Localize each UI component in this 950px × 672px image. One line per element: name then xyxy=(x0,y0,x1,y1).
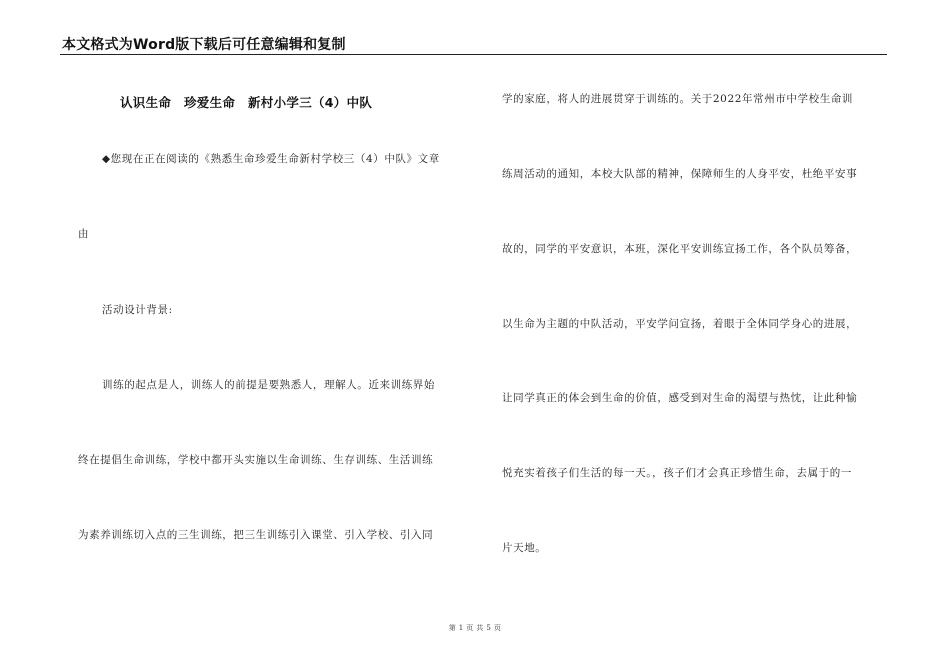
document-banner: 本文格式为Word版下载后可任意编辑和复制 xyxy=(62,37,346,53)
right-line-4: 以生命为主题的中队活动，平安学问宣扬，着眼于全体同学身心的进展， xyxy=(502,318,858,330)
right-line-5: 让同学真正的体会到生命的价值，感受到对生命的渴望与热忱，让此种愉 xyxy=(502,392,858,404)
page-number: 第 1 页 共 5 页 xyxy=(448,624,502,632)
left-line-3: 活动设计背景: xyxy=(102,304,173,316)
left-line-5: 终在提倡生命训练，学校中都开头实施以生命训练、生存训练、生活训练 xyxy=(78,454,434,466)
left-line-1: ◆您现在正在阅读的《熟悉生命珍爱生命新村学校三（4）中队》文章 xyxy=(102,153,440,165)
right-line-3: 故的，同学的平安意识，本班，深化平安训练宣扬工作，各个队员筹备， xyxy=(502,243,858,255)
right-line-2: 练周活动的通知，本校大队部的精神，保障师生的人身平安，杜绝平安事 xyxy=(502,168,858,180)
left-line-2: 由 xyxy=(78,228,90,240)
document-title: 认识生命 珍爱生命 新村小学三（4）中队 xyxy=(120,95,373,110)
left-line-4: 训练的起点是人，训练人的前提是要熟悉人，理解人。近来训练界始 xyxy=(102,379,435,391)
right-line-6: 悦充实着孩子们生活的每一天。，孩子们才会真正珍惜生命，去属于的一 xyxy=(502,467,852,479)
header-divider xyxy=(60,54,887,55)
left-line-6: 为素养训练切入点的三生训练，把三生训练引入课堂、引入学校、引入同 xyxy=(78,529,434,541)
right-line-7: 片天地。 xyxy=(502,542,547,554)
right-line-1: 学的家庭，将人的进展贯穿于训练的。关于2022年常州市中学校生命训 xyxy=(502,93,854,105)
